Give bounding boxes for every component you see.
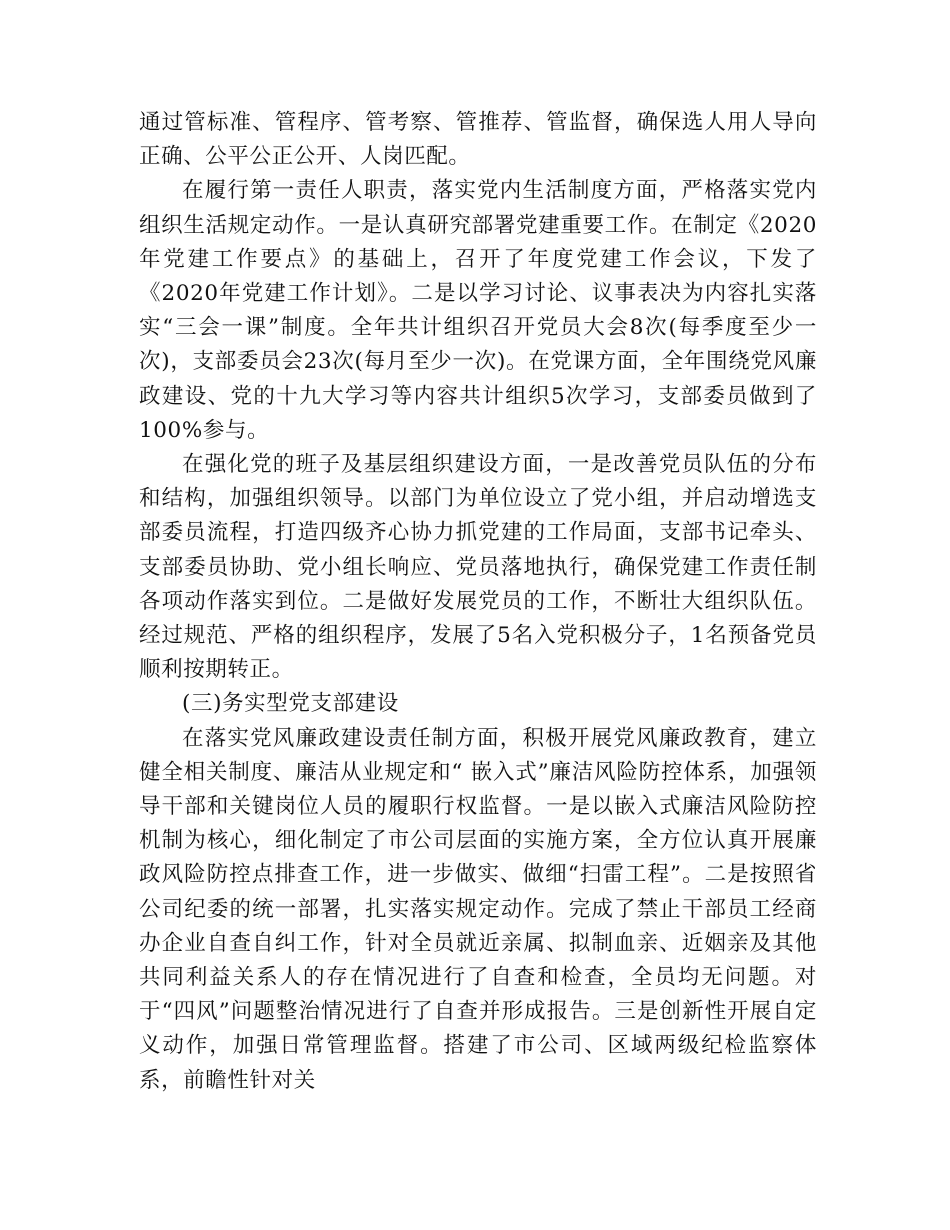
paragraph-continuation: 通过管标准、管程序、管考察、管推荐、管监督，确保选人用人导向正确、公平公正公开、人岗匹配。 xyxy=(139,110,817,170)
paragraph-organization-building: 在强化党的班子及基层组织建设方面，一是改善党员队伍的分布和结构，加强组织领导。以部门为单位设立了党小组，并启动增选支部委员流程，打造四级齐心协力抓党建的工作局面，支部书记牵头、支部委员协助、党小组长响应、党员落地执行，确保党建工作责任制各项动作落实到位。二是做好发展党员的工作，不断壮大组织队伍。经过规范、严格的组织程序，发展了5名入党积极分子，1名预备党员顺利按期转正。 xyxy=(139,452,817,683)
document-body xyxy=(139,106,817,1098)
paragraph-integrity-responsibility: 在落实党风廉政建设责任制方面，积极开展党风廉政教育，建立健全相关制度、廉洁从业规定和“ 嵌入式”廉洁风险防控体系，加强领导干部和关键岗位人员的履职行权监督。一是以嵌入式廉洁风险防控机制为核心，细化制定了市公司层面的实施方案，全方位认真开展廉政风险防控点排查工作，进一步做实、做细“扫雷工程”。二是按照省公司纪委的统一部署，扎实落实规定动作。完成了禁止干部员工经商办企业自查自纠工作，针对全员就近亲属、拟制血亲、近姻亲及其他共同利益关系人的存在情况进行了自查和检查，全员均无问题。对于“四风”问题整治情况进行了自查并形成报告。三是创新性开展自定义动作，加强日常管理监督。搭建了市公司、区域两级纪检监察体系，前瞻性针对关 xyxy=(139,725,817,1093)
paragraph-party-life-system: 在履行第一责任人职责，落实党内生活制度方面，严格落实党内组织生活规定动作。一是认真研究部署党建重要工作。在制定《2020年党建工作要点》的基础上，召开了年度党建工作会议，下发了《2020年党建工作计划》。二是以学习讨论、议事表决为内容扎实落实“三会一课”制度。全年共计组织召开党员大会8次(每季度至少一次)，支部委员会23次(每月至少一次)。在党课方面，全年围绕党风廉政建设、党的十九大学习等内容共计组织5次学习，支部委员做到了100%参与。 xyxy=(139,178,817,443)
section-heading: (三)务实型党支部建设 xyxy=(182,691,399,717)
